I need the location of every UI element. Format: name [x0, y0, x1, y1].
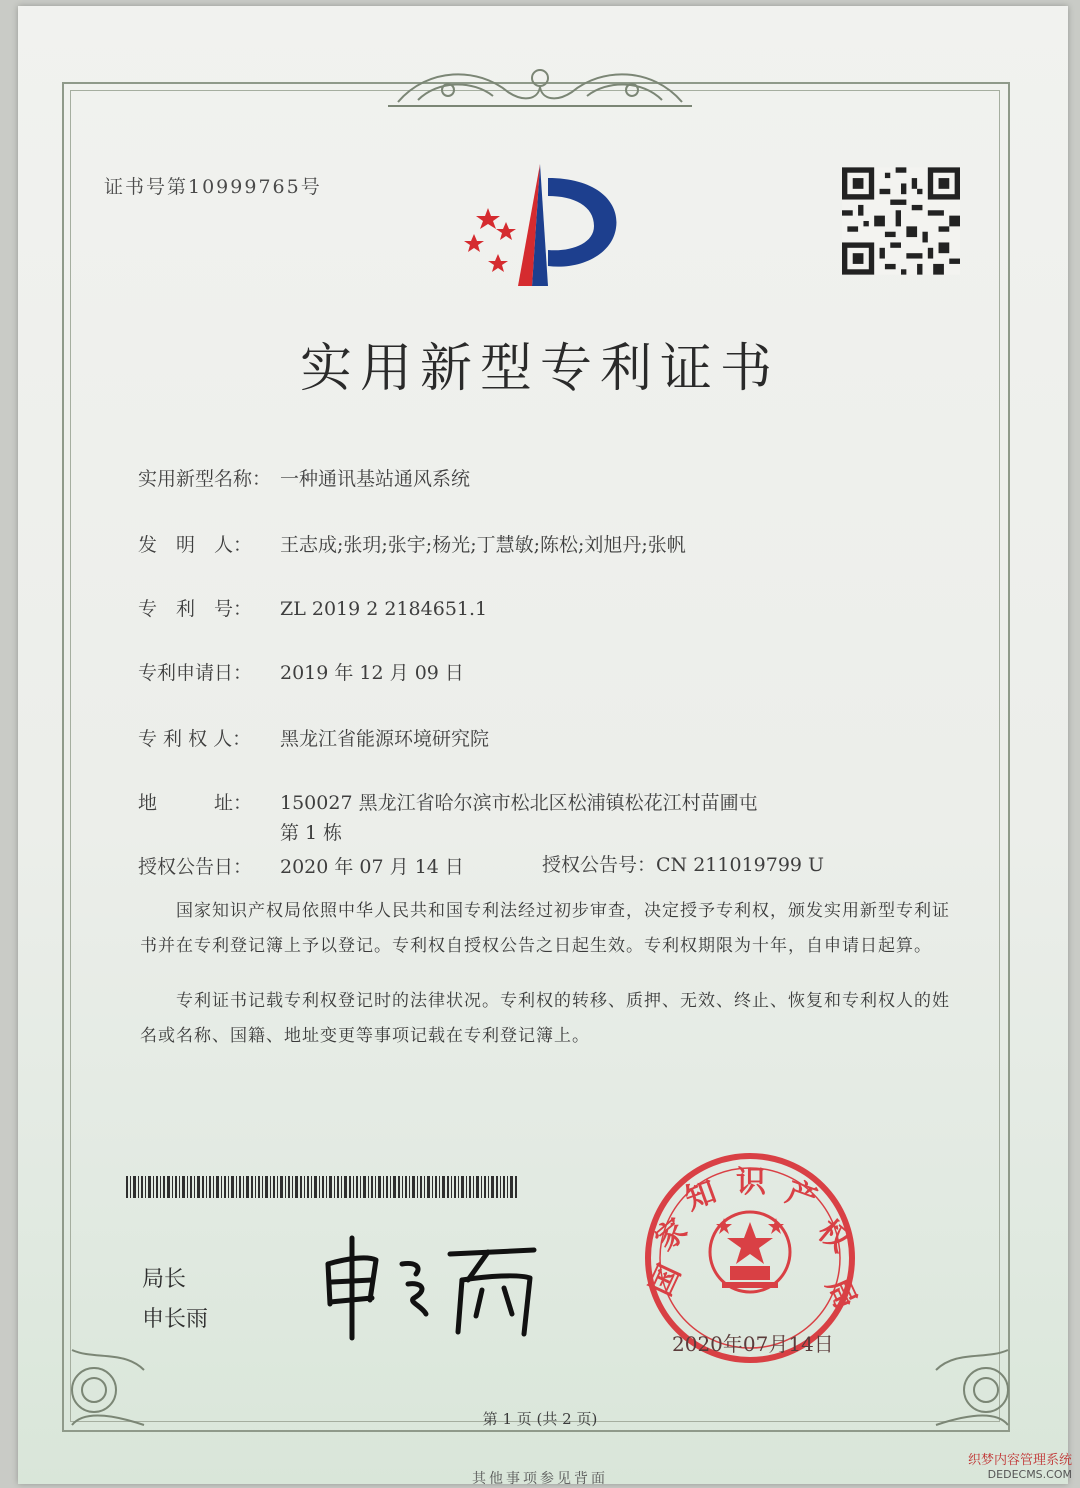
- signatory-title: 局长: [142, 1267, 187, 1292]
- field-value: 2020 年 07 月 14 日: [280, 856, 464, 878]
- field-label: 地 址：: [138, 792, 253, 814]
- field-address: [138, 788, 758, 815]
- site-watermark: [968, 1454, 1072, 1482]
- field-announcement-number: [542, 850, 824, 877]
- field-value: 150027 黑龙江省哈尔滨市松北区松浦镇松花江村苗圃屯: [280, 792, 758, 814]
- field-value: 2019 年 12 月 09 日: [280, 662, 464, 684]
- field-label: 发 明 人：: [138, 534, 253, 556]
- field-value: 王志成;张玥;张宇;杨光;丁慧敏;陈松;刘旭丹;张帆: [280, 534, 686, 556]
- certificate-title: 实用新型专利证书: [299, 339, 780, 399]
- field-label: 专 利 号：: [138, 598, 253, 620]
- field-patentee: [138, 724, 489, 751]
- certificate-number: 证书号第10999765号: [104, 176, 322, 198]
- field-label: 实用新型名称：: [138, 468, 272, 490]
- footer-note: 其他事项参见背面: [472, 1471, 608, 1487]
- handwritten-signature: [318, 1234, 548, 1344]
- svg-text:知: 知: [680, 1174, 721, 1218]
- svg-text:国: 国: [643, 1259, 688, 1302]
- barcode: [126, 1176, 518, 1198]
- watermark-line2: DEDECMS.COM: [987, 1468, 1072, 1481]
- svg-text:局: 局: [818, 1272, 864, 1315]
- field-label: 专利申请日：: [138, 662, 253, 684]
- signatory-name: 申长雨: [142, 1307, 209, 1332]
- watermark-line1: 织梦内容管理系统: [967, 1453, 1072, 1468]
- field-filing-date: [138, 658, 464, 685]
- svg-text:家: 家: [648, 1212, 695, 1259]
- svg-text:识: 识: [736, 1165, 766, 1200]
- svg-text:产: 产: [781, 1174, 822, 1218]
- field-address-line2: 第 1 栋: [280, 822, 343, 844]
- field-label: 授权公告号：: [542, 854, 657, 876]
- field-label: 授权公告日：: [138, 856, 253, 878]
- svg-text:权: 权: [810, 1213, 857, 1260]
- field-value: 一种通讯基站通风系统: [280, 468, 471, 490]
- top-ornament: [378, 62, 702, 112]
- field-patent-number: [138, 594, 487, 621]
- field-label: 专 利 权 人：: [138, 728, 252, 750]
- field-announcement-date: [138, 852, 464, 879]
- legal-paragraph-2: 专利证书记载专利权登记时的法律状况。专利权的转移、质押、无效、终止、恢复和专利权人的姓名或名称、国籍、地址变更等事项记载在专利登记簿上。: [140, 991, 950, 1046]
- qr-code: [842, 166, 960, 276]
- field-value: CN 211019799 U: [656, 854, 825, 876]
- field-value: ZL 2019 2 2184651.1: [280, 598, 488, 620]
- field-value: 黑龙江省能源环境研究院: [280, 728, 490, 750]
- seal-date: 2020年07月14日: [672, 1332, 834, 1356]
- field-inventors: [138, 530, 686, 557]
- patent-office-logo: [448, 158, 628, 294]
- field-utility-model-name: [138, 464, 470, 491]
- page-indicator: 第 1 页 (共 2 页): [482, 1410, 598, 1428]
- legal-paragraph-1: 国家知识产权局依照中华人民共和国专利法经过初步审查，决定授予专利权，颁发实用新型专利证书并在专利登记簿上予以登记。专利权自授权公告之日起生效。专利权期限为十年，自申请日起算。: [140, 901, 950, 956]
